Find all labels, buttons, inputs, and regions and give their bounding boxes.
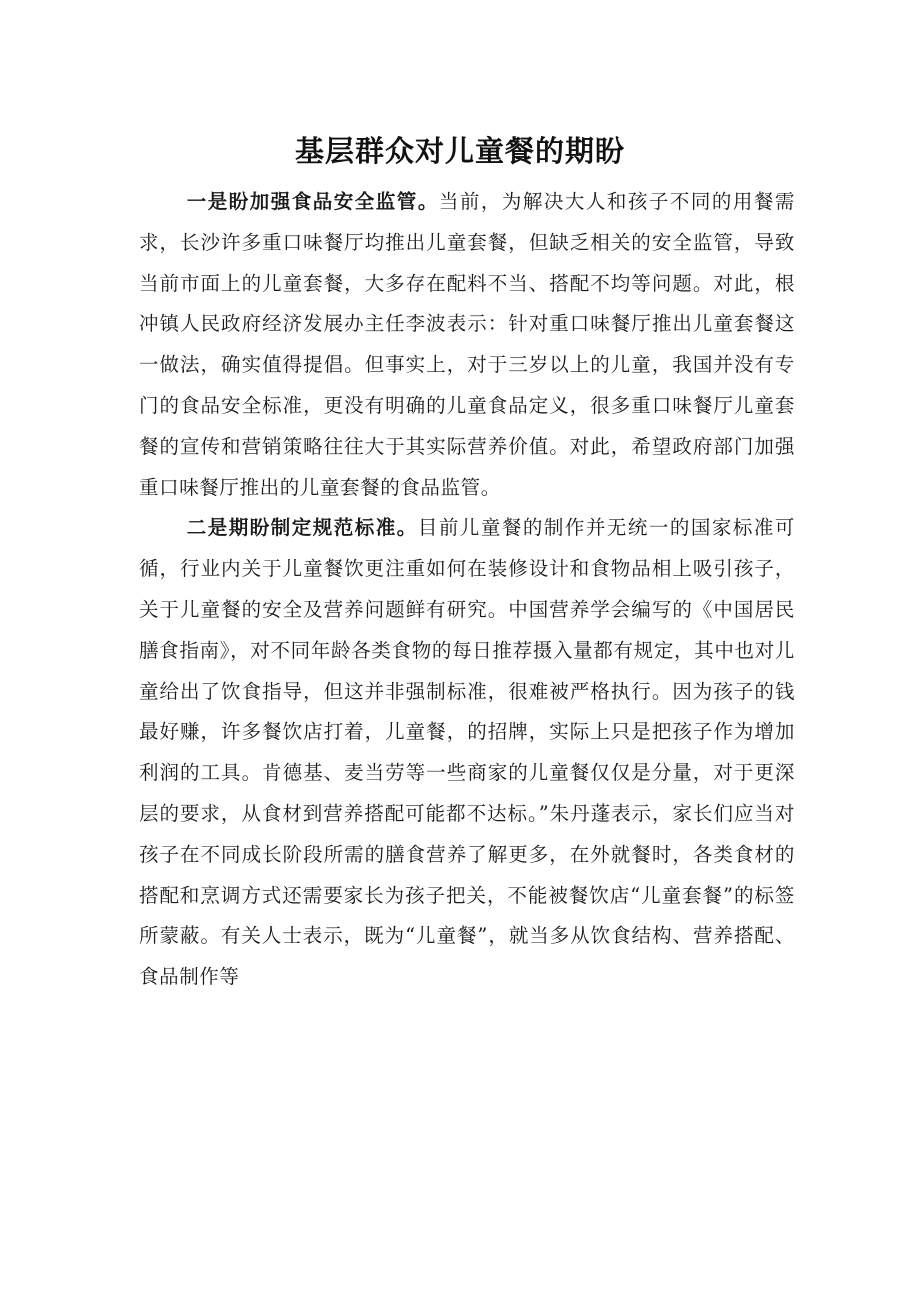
paragraph-food-safety: [139, 182, 795, 508]
paragraph-text: 目前儿童餐的制作并无统一的国家标准可循，行业内关于儿童餐饮更注重如何在装修设计和食物品相上吸引孩子，关于儿童餐的安全及营养问题鲜有研究。中国营养学会编写的《中国居民膳食指南》，对不同年龄各类食物的每日推荐摄入量都有规定，其中也对儿童给出了饮食指导，但这并非强制标准，很难被严格执行。因为孩子的钱最好赚，许多餐饮店打着，儿童餐，的招牌，实际上只是把孩子作为增加利润的工具。肯德基、麦当劳等一些商家的儿童餐仅仅是分量，对于更深层的要求，从食材到营养搭配可能都不达标。”朱丹蓬表示，家长们应当对孩子在不同成长阶段所需的膳食营养了解更多，在外就餐时，各类食材的搭配和烹调方式还需要家长为孩子把关，不能被餐饮店“儿童套餐”的标签所蒙蔽。有关人士表示，既为“儿童餐”，就当多从饮食结构、营养搭配、食品制作等: [139, 516, 795, 989]
paragraph-lead: 一是盼加强食品安全监管。: [186, 190, 439, 213]
document-body: [139, 182, 795, 998]
paragraph-standards: [139, 508, 795, 998]
paragraph-lead: 二是期盼制定规范标准。: [186, 516, 418, 540]
paragraph-text: 当前，为解决大人和孩子不同的用餐需求，长沙许多重口味餐厅均推出儿童套餐，但缺乏相关的安全监管，导致当前市面上的儿童套餐，大多存在配料不当、搭配不均等问题。对此，根冲镇人民政府经济发展办主任李波表示：针对重口味餐厅推出儿童套餐这一做法，确实值得提倡。但事实上，对于三岁以上的儿童，我国并没有专门的食品安全标准，更没有明确的儿童食品定义，很多重口味餐厅儿童套餐的宣传和营销策略往往大于其实际营养价值。对此，希望政府部门加强重口味餐厅推出的儿童套餐的食品监管。: [139, 190, 796, 499]
page-title: 基层群众对儿童餐的期盼: [294, 134, 625, 169]
